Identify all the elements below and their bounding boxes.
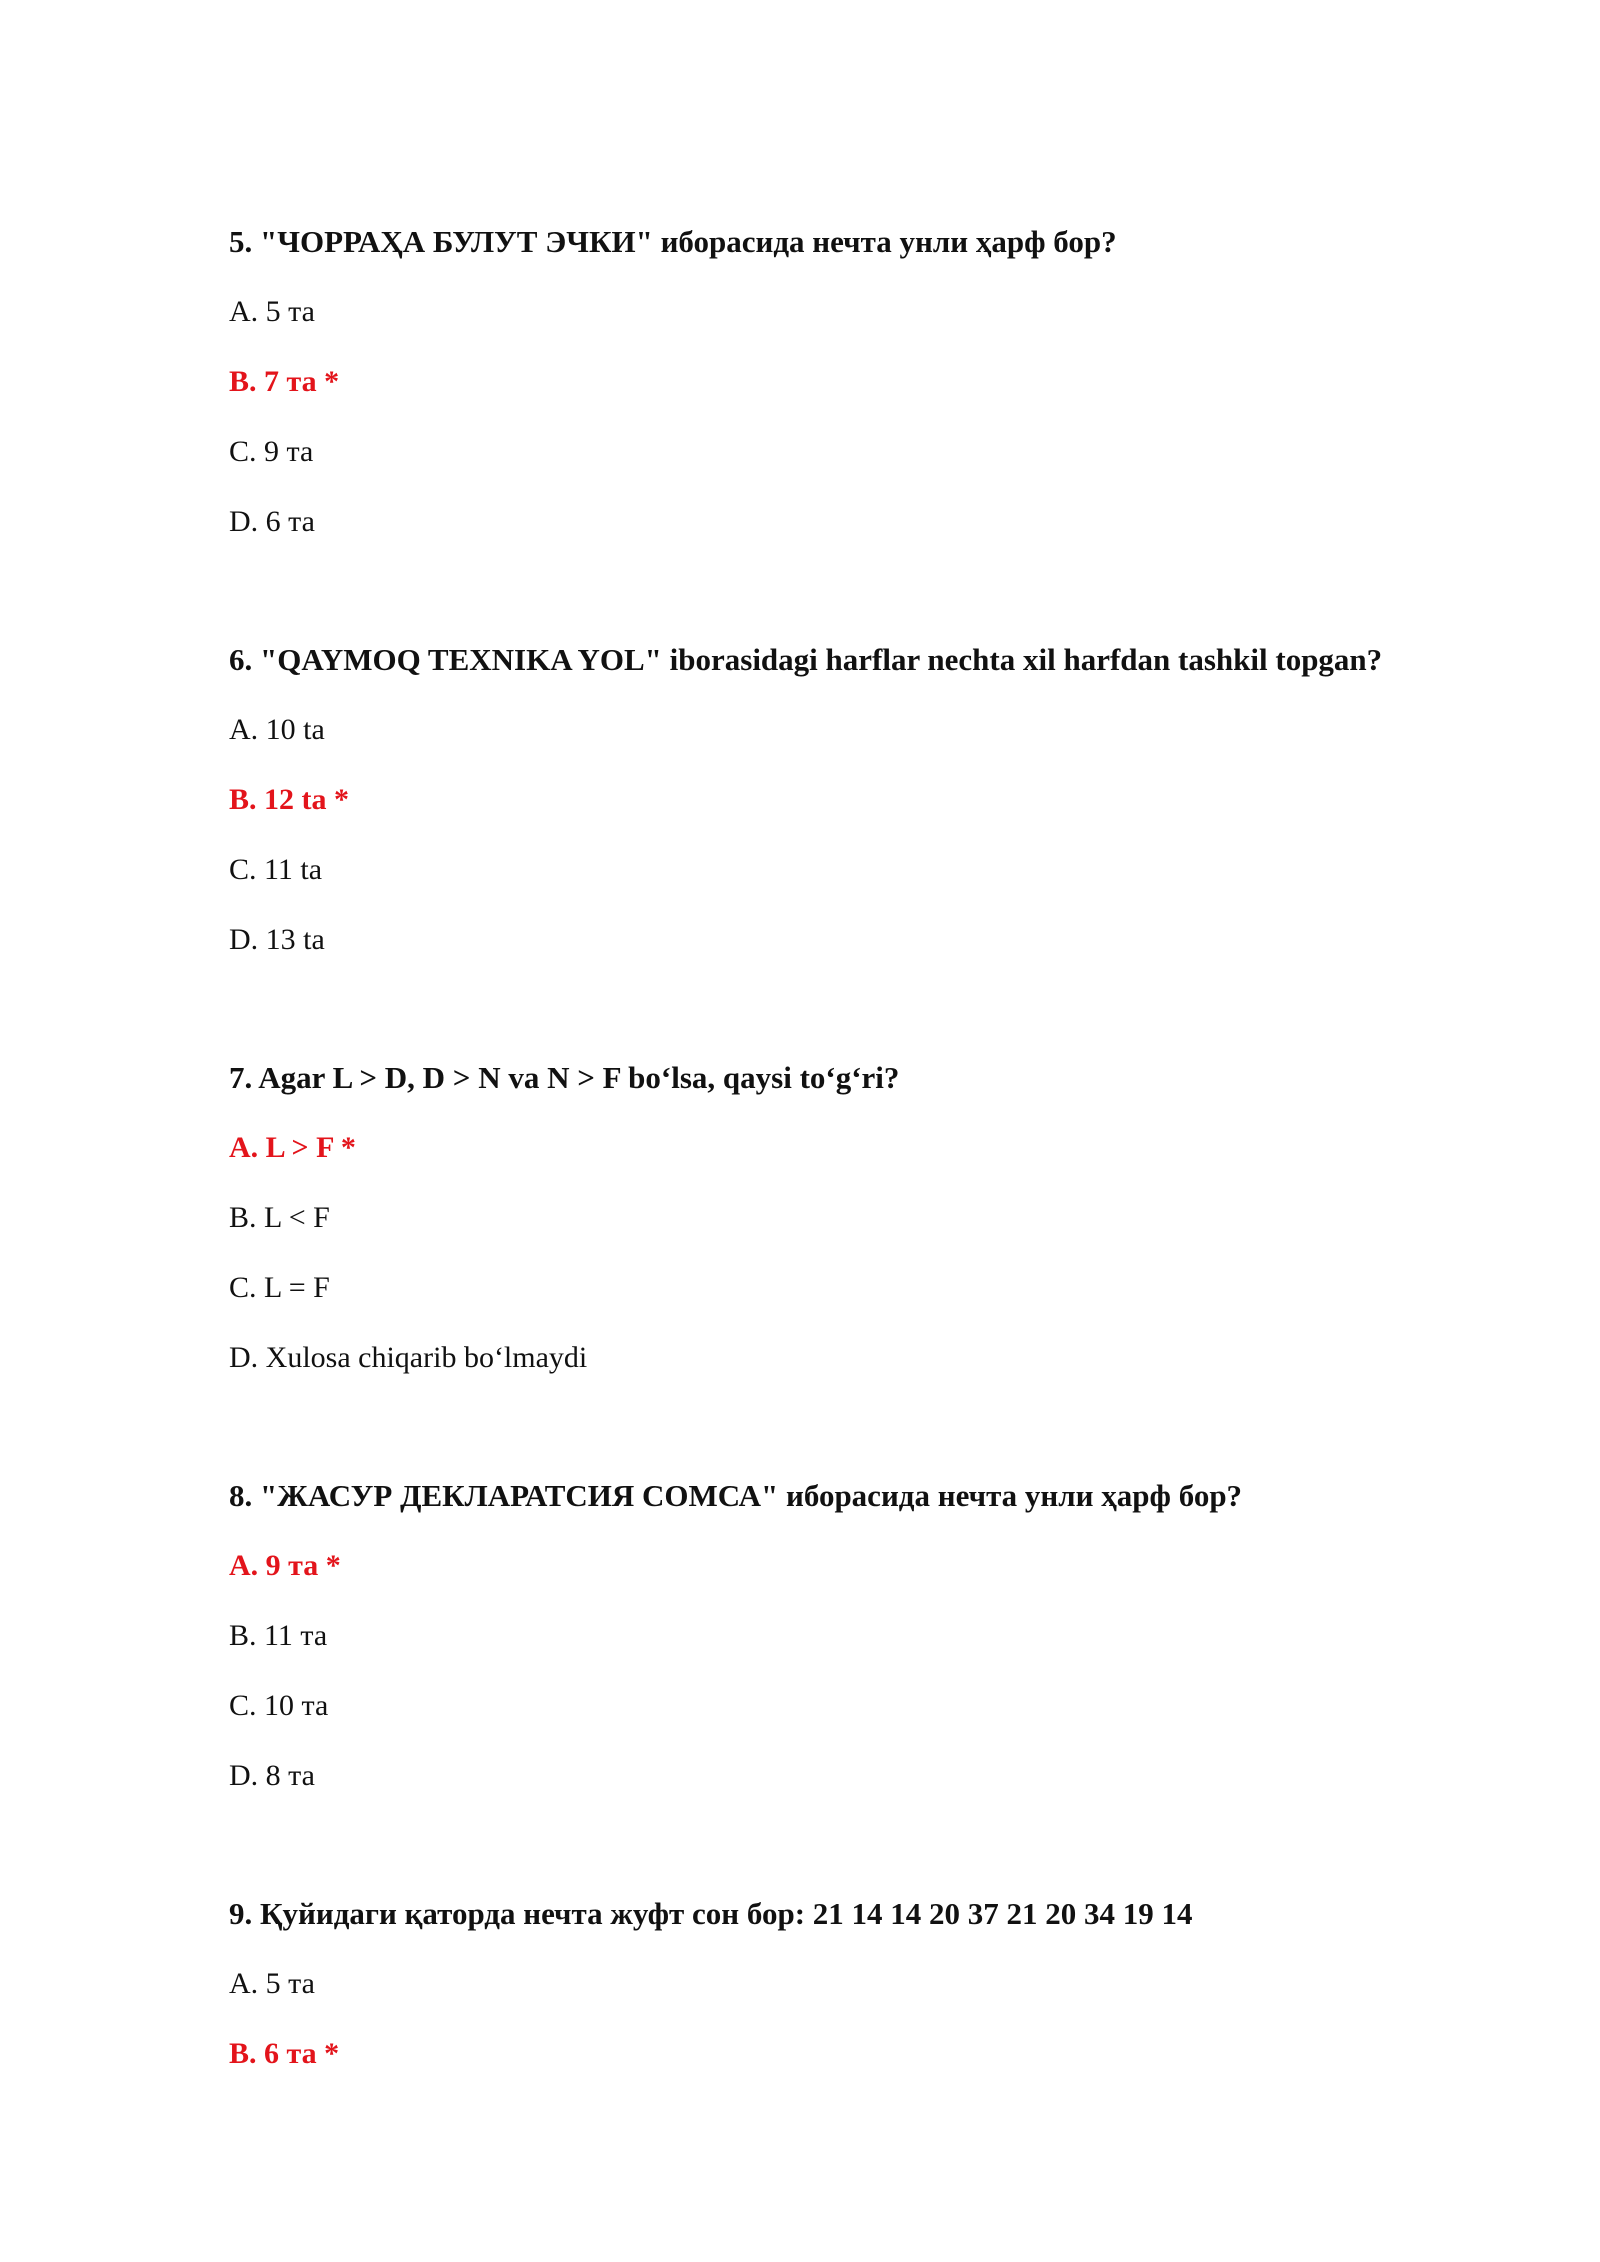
- option-c: C. 10 та: [229, 1689, 329, 1722]
- option-d: D. 8 та: [229, 1759, 315, 1792]
- question-5: [229, 222, 1529, 542]
- option-c: C. L = F: [229, 1271, 330, 1304]
- option-a: A. 5 та: [229, 1967, 315, 2000]
- question-text: 6. "QAYMOQ TEXNIKA YOL" iborasidagi harflar nechta xil harfdan tashkil topgan?: [229, 642, 1383, 677]
- option-b-correct: B. 12 ta *: [229, 783, 349, 816]
- option-d: D. 6 та: [229, 505, 315, 538]
- question-6: [229, 640, 1529, 960]
- question-text: 7. Agar L > D, D > N va N > F bo‘lsa, qaysi to‘g‘ri?: [229, 1060, 900, 1095]
- option-d: D. 13 ta: [229, 923, 325, 956]
- option-b: B. 11 та: [229, 1619, 328, 1652]
- question-9: [229, 1894, 1529, 2074]
- option-a: A. 10 ta: [229, 713, 325, 746]
- question-text: 5. "ЧОРРАҲА БУЛУТ ЭЧКИ" иборасида нечта унли ҳарф бор?: [229, 224, 1117, 259]
- option-c: C. 11 ta: [229, 853, 323, 886]
- option-b: B. L < F: [229, 1201, 330, 1234]
- question-8: [229, 1476, 1529, 1796]
- option-b-correct: B. 6 та *: [229, 2037, 340, 2070]
- question-text: 8. "ЖАСУР ДЕКЛАРАТСИЯ СОМСА" иборасида нечта унли ҳарф бор?: [229, 1478, 1243, 1513]
- question-text: 9. Қуйидаги қаторда нечта жуфт сон бор: 21 14 14 20 37 21 20 34 19 14: [229, 1896, 1193, 1931]
- option-c: C. 9 та: [229, 435, 314, 468]
- option-b-correct: B. 7 та *: [229, 365, 340, 398]
- option-a-correct: A. 9 та *: [229, 1549, 341, 1582]
- option-a-correct: A. L > F *: [229, 1131, 356, 1164]
- option-d: D. Xulosa chiqarib bo‘lmaydi: [229, 1341, 588, 1374]
- question-7: [229, 1058, 1529, 1378]
- option-a: A. 5 та: [229, 295, 315, 328]
